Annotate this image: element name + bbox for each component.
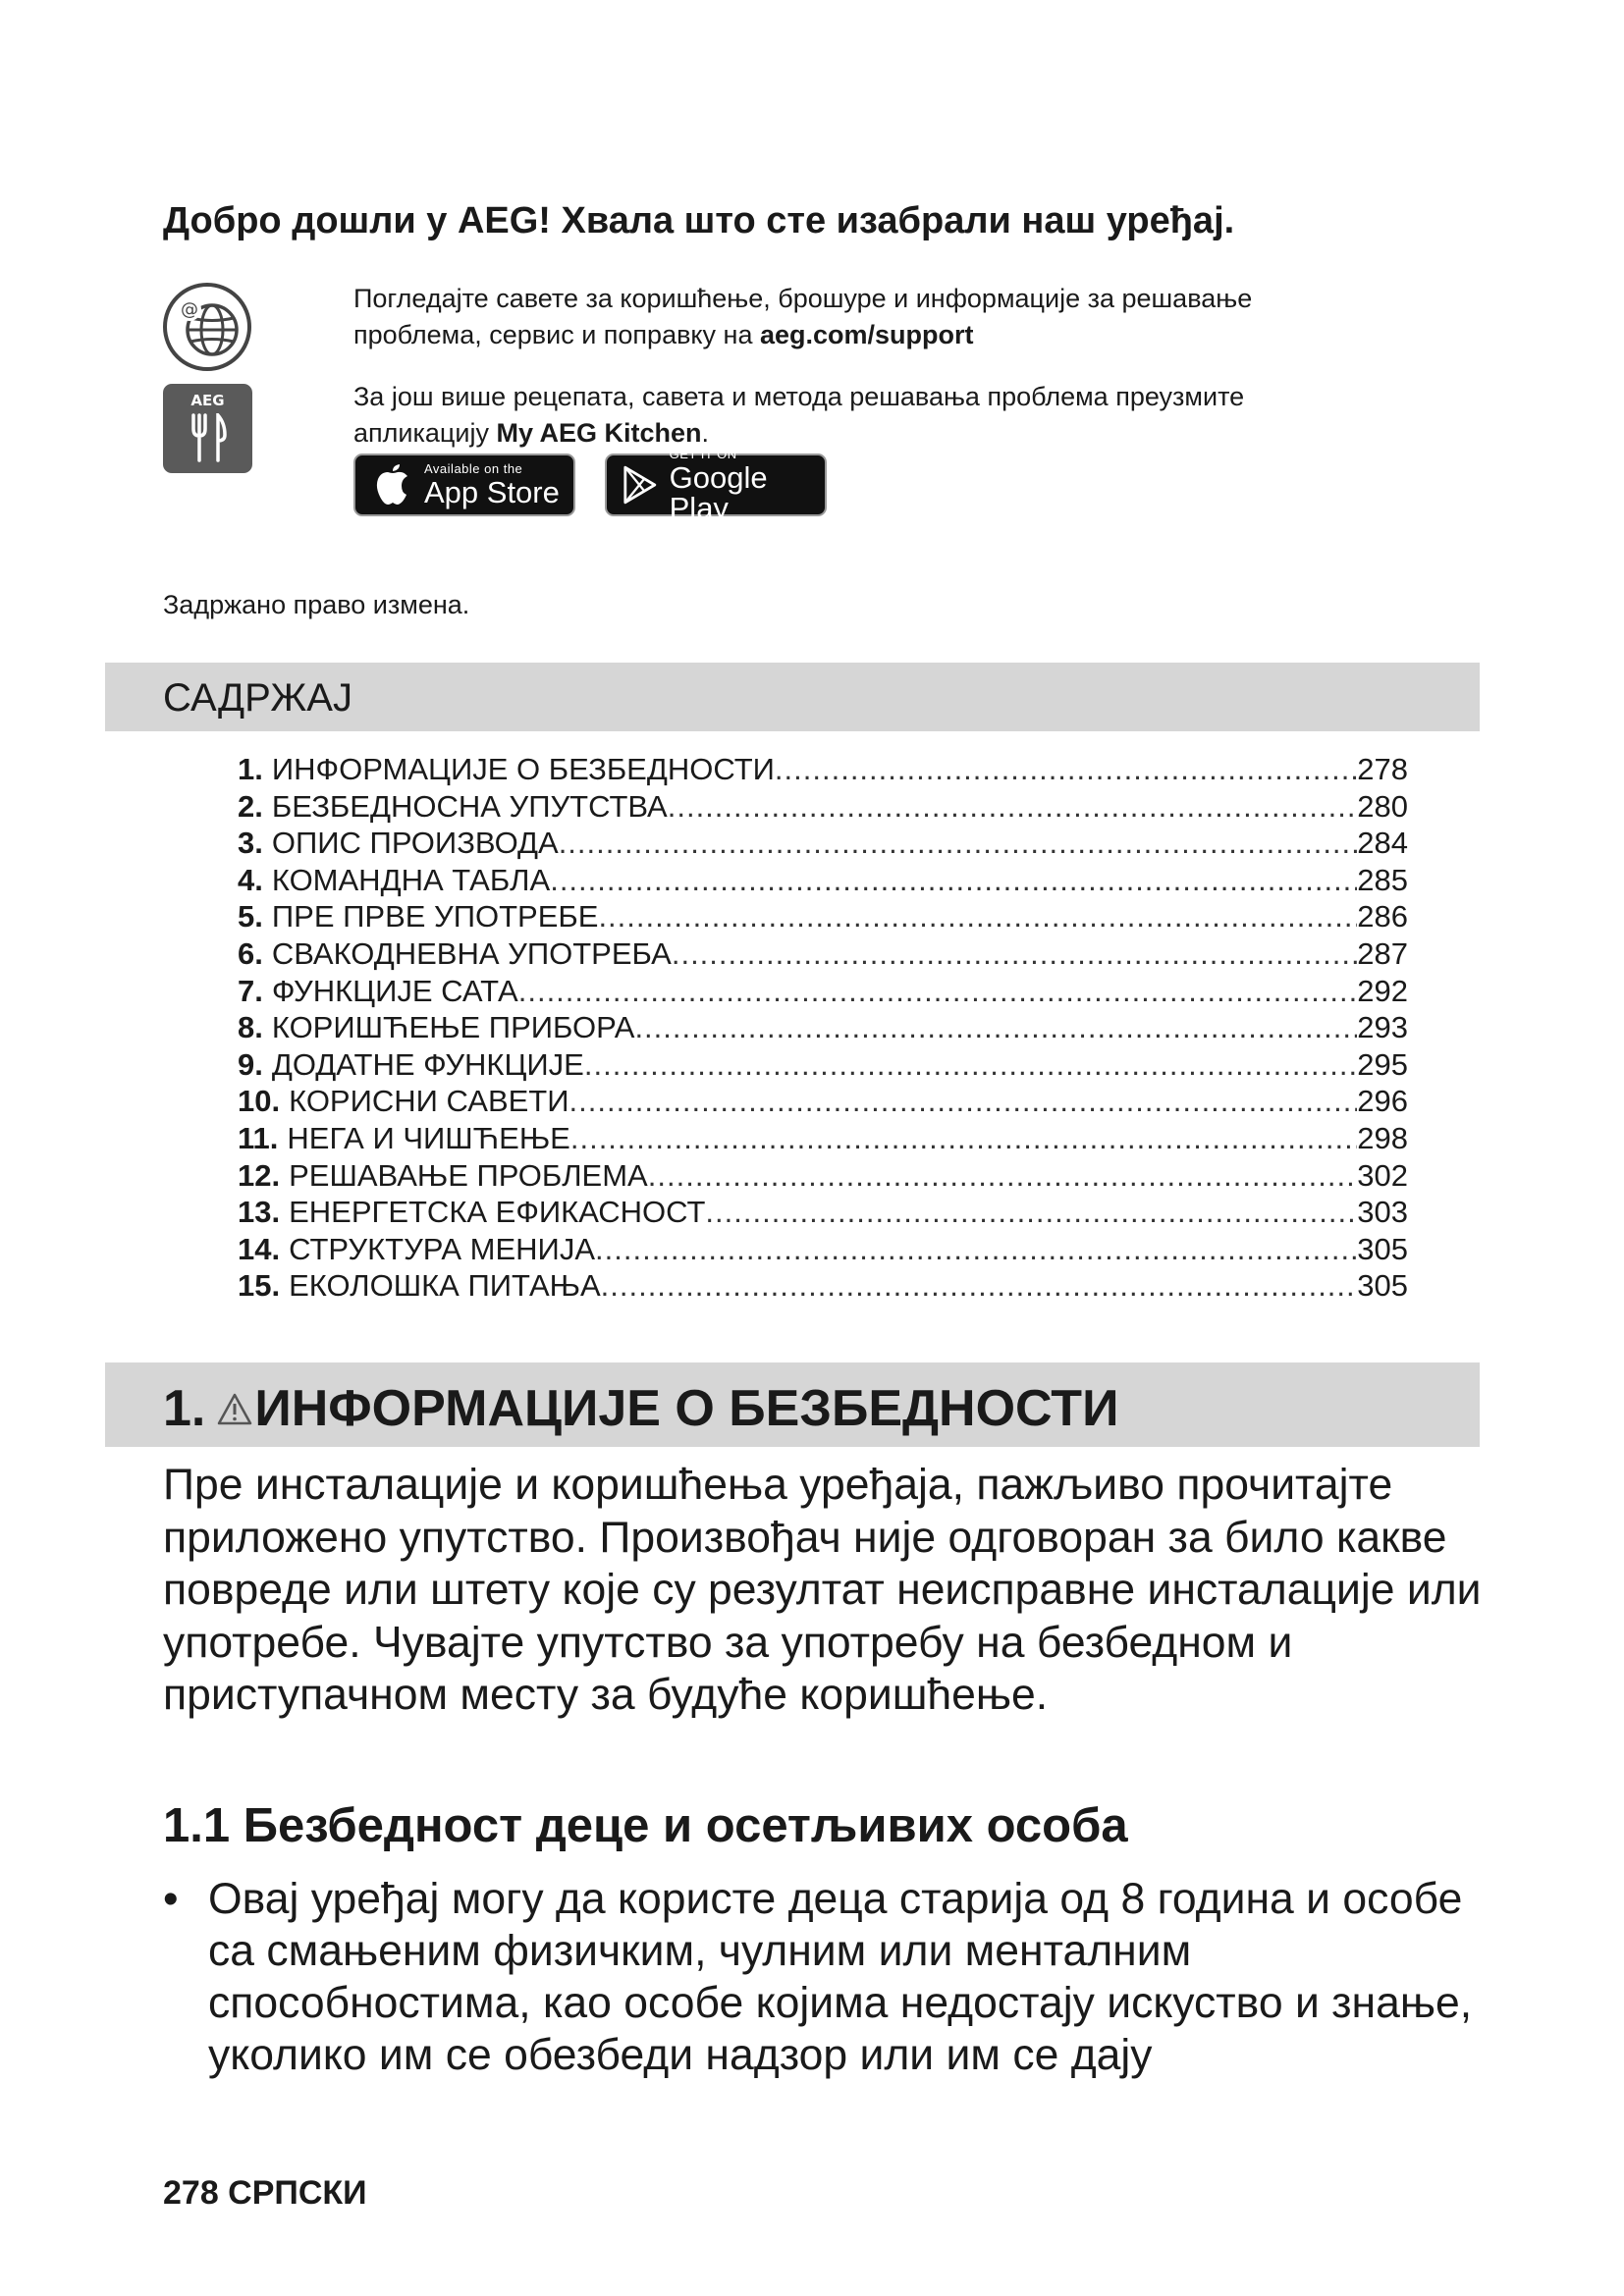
toc-entry-title: НЕГА И ЧИШЋЕЊЕ [287, 1120, 570, 1155]
toc-entry-page: 305 [1357, 1231, 1408, 1266]
toc-entry-number: 14. [238, 1231, 281, 1266]
toc-leader-dots [668, 789, 1358, 825]
welcome-heading: Добро дошли у AEG! Хвала што сте изабрали наш уређај. [163, 200, 1235, 241]
toc-entry[interactable] [238, 1121, 1408, 1158]
fork-knife-icon [189, 413, 227, 462]
toc-entry[interactable] [238, 1158, 1408, 1196]
toc-entry[interactable] [238, 789, 1408, 827]
aeg-app-icon [163, 384, 252, 473]
toc-entry[interactable] [238, 936, 1408, 974]
page-footer: 278 СРПСКИ [163, 2174, 367, 2212]
toc-leader-dots [601, 1268, 1358, 1304]
aeg-app-icon-label: AEG [190, 392, 225, 409]
support-paragraph: Погледајте савете за коришћење, брошуре и информације за решавање проблема, сервис и поправку на aeg.com/support [353, 284, 1253, 349]
toc-entry[interactable] [238, 826, 1408, 863]
toc-entry-title: КОМАНДНА ТАБЛА [271, 862, 551, 897]
toc-entry-title: СВАКОДНЕВНА УПОТРЕБА [271, 935, 672, 971]
toc-heading-band [105, 663, 1480, 731]
apple-icon [373, 463, 412, 507]
toc-entry-title: БЕЗБЕДНОСНА УПУТСТВА [271, 788, 668, 824]
toc-leader-dots [595, 1232, 1357, 1267]
toc-entry[interactable] [238, 752, 1408, 789]
support-link[interactable]: aeg.com/support [759, 320, 974, 349]
toc-entry-number: 8. [238, 1010, 263, 1045]
toc-entry-number: 13. [238, 1195, 281, 1230]
toc-entry[interactable] [238, 899, 1408, 936]
toc-entry-page: 285 [1357, 862, 1408, 897]
toc-entry-page: 278 [1357, 752, 1408, 786]
toc-entry-title: ОПИС ПРОИЗВОДА [271, 826, 559, 861]
toc-entry-number: 3. [238, 826, 263, 861]
toc-leader-dots [570, 1121, 1357, 1156]
toc-leader-dots [648, 1158, 1358, 1194]
toc-entry-title: ИНФОРМАЦИЈЕ О БЕЗБЕДНОСТИ [271, 752, 775, 786]
toc-entry[interactable] [238, 1010, 1408, 1047]
globe-support-icon [161, 281, 253, 373]
list-item [163, 1873, 1498, 2081]
toc-leader-dots [775, 752, 1357, 787]
toc-leader-dots [598, 899, 1357, 934]
toc-entry-page: 295 [1357, 1046, 1408, 1082]
subsection-heading: 1.1 Безбедност деце и осетљивих особа [163, 1799, 1128, 1852]
section-heading-band [105, 1362, 1480, 1447]
toc-entry-page: 298 [1357, 1120, 1408, 1155]
toc-entry-page: 280 [1357, 788, 1408, 824]
toc-entry-title: ФУНКЦИЈЕ САТА [271, 973, 518, 1008]
bullet-text: Овај уређај могу да користе деца старија од 8 година и особе са смањеним физичким, чулним или менталним способностима, као особе којима недостају искуство и знање, уколико им се обезбеди надзор или им се дају [208, 1875, 1473, 2079]
toc-entry-page: 287 [1357, 935, 1408, 971]
bullet-mark: • [163, 1875, 179, 1923]
toc-entry-title: СТРУКТУРА МЕНИЈА [289, 1231, 596, 1266]
toc-entry-number: 2. [238, 788, 263, 824]
toc-entry[interactable] [238, 1047, 1408, 1085]
toc-entry-number: 4. [238, 862, 263, 897]
toc-entry-page: 292 [1357, 973, 1408, 1008]
toc-entry-page: 305 [1357, 1268, 1408, 1304]
toc-entry-title: ПРЕ ПРВЕ УПОТРЕБЕ [271, 899, 599, 934]
toc-entry[interactable] [238, 1195, 1408, 1232]
safety-intro-paragraph: Пре инсталације и коришћења уређаја, пажљиво прочитајте приложено упутство. Произвођач није одговоран за било какве повреде или штету које су резултат неисправне инсталације или употребе. Чувајте упутство за употребу на безбедном и приступачном месту за будуће коришћење. [163, 1461, 1482, 1719]
toc-leader-dots [569, 1084, 1358, 1119]
toc-entry-title: КОРИШЋЕЊЕ ПРИБОРА [271, 1010, 635, 1045]
toc-entry-number: 1. [238, 752, 263, 786]
toc-entry-number: 5. [238, 899, 263, 934]
toc-entry-title: ДОДАТНЕ ФУНКЦИЈЕ [271, 1046, 584, 1082]
toc-entry-page: 293 [1357, 1010, 1408, 1045]
section-title: 1. ИНФОРМАЦИЈЕ О БЕЗБЕДНОСТИ [163, 1380, 1119, 1437]
toc-leader-dots [550, 863, 1357, 898]
toc-leader-dots [705, 1195, 1357, 1230]
toc-entry-page: 286 [1357, 899, 1408, 934]
toc-leader-dots [518, 974, 1358, 1009]
rights-reserved-note: Задржано право измена. [163, 590, 470, 619]
toc-entry-title: КОРИСНИ САВЕТИ [289, 1084, 569, 1119]
toc-entry-number: 7. [238, 973, 263, 1008]
toc-entry-title: РЕШАВАЊЕ ПРОБЛЕМА [289, 1157, 648, 1193]
toc-entry-number: 6. [238, 935, 263, 971]
toc-entry-number: 15. [238, 1268, 281, 1304]
google-play-icon [623, 464, 658, 506]
toc-entry-number: 10. [238, 1084, 281, 1119]
toc-leader-dots [584, 1047, 1357, 1083]
app-store-badge[interactable]: Available on the App Store [353, 454, 575, 516]
toc-entry-page: 302 [1357, 1157, 1408, 1193]
toc-heading: САДРЖАЈ [163, 676, 352, 720]
toc-entry-number: 12. [238, 1157, 281, 1193]
table-of-contents [238, 752, 1408, 1306]
toc-entry-title: ЕКОЛОШКА ПИТАЊА [289, 1268, 601, 1304]
toc-entry-number: 11. [238, 1120, 279, 1155]
svg-text:@: @ [181, 299, 198, 320]
google-play-badge[interactable]: GET IT ON Google Play [605, 454, 827, 516]
toc-entry-page: 284 [1357, 826, 1408, 861]
toc-entry[interactable] [238, 1268, 1408, 1306]
toc-entry[interactable] [238, 1084, 1408, 1121]
toc-entry-title: ЕНЕРГЕТСКА ЕФИКАСНОСТ [289, 1195, 706, 1230]
toc-leader-dots [634, 1010, 1357, 1045]
toc-entry[interactable] [238, 863, 1408, 900]
toc-entry[interactable] [238, 1232, 1408, 1269]
app-paragraph: За још више рецепата, савета и метода решавања проблема преузмите апликацију My AEG Kitchen. [353, 382, 1245, 448]
toc-entry-number: 9. [238, 1046, 263, 1082]
app-name: My AEG Kitchen [496, 418, 702, 448]
toc-entry-page: 303 [1357, 1195, 1408, 1230]
toc-leader-dots [672, 936, 1357, 972]
toc-leader-dots [559, 826, 1358, 861]
toc-entry[interactable] [238, 974, 1408, 1011]
warning-icon [217, 1393, 252, 1425]
toc-entry-page: 296 [1357, 1084, 1408, 1119]
